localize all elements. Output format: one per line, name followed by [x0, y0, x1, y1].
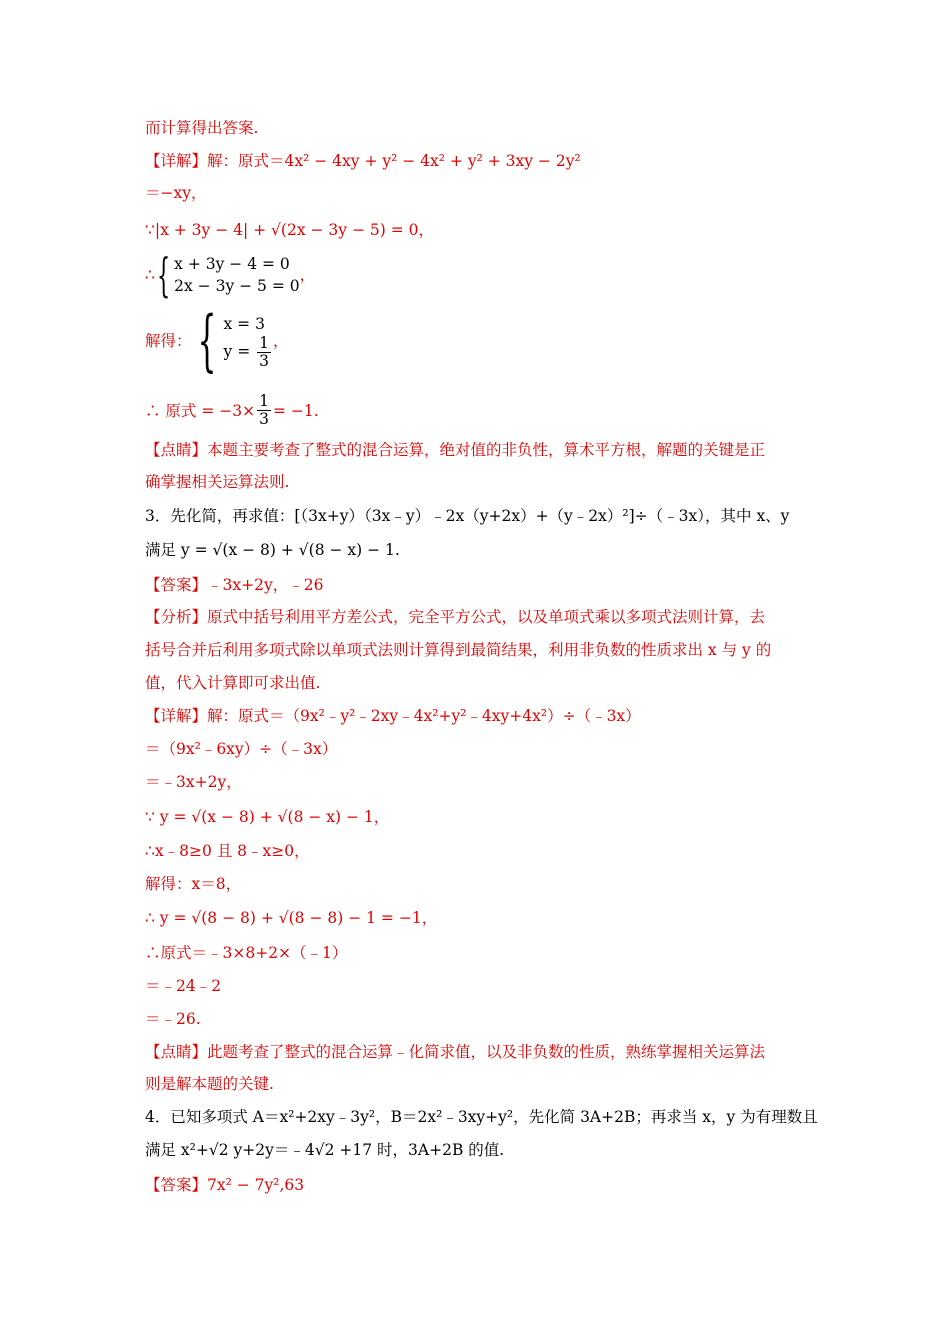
solution-system — [145, 302, 810, 379]
solution-y-left: y = — [223, 342, 251, 360]
text-line: ＝﹣26. — [145, 1010, 201, 1028]
text-line: 【详解】解：原式＝4x² − 4xy + y² − 4x² + y² + 3xy − 2y² — [145, 152, 581, 170]
answer-line: 【答案】﹣3x+2y，﹣26 — [145, 576, 324, 594]
punctuation: ， — [273, 332, 289, 350]
text-line: ＝﹣24﹣2 — [145, 977, 222, 995]
text-line: 值，代入计算即可求出值. — [145, 674, 321, 692]
text-line: ∴ y = √(8 − 8) + √(8 − 8) − 1 = −1， — [145, 909, 438, 927]
solution-x: x = 3 — [223, 314, 265, 333]
answer-line: 【答案】7x² − 7y²,63 — [145, 1176, 305, 1194]
fraction-denominator: 3 — [259, 410, 269, 428]
punctuation: ， — [299, 266, 316, 284]
text-line: 而计算得出答案. — [145, 119, 259, 137]
question-4: 4．已知多项式 A＝x²+2xy﹣3y²，B＝2x²﹣3xy+y²，先化简 3A+2B；再求当 x，y 为有理数且 — [145, 1108, 818, 1126]
equation-2: 2x − 3y − 5 = 0 — [174, 277, 300, 295]
text-line: ∵|x + 3y − 4| + √(2x − 3y − 5) = 0， — [145, 221, 434, 239]
equation-system — [145, 248, 810, 302]
system-equations — [174, 253, 299, 297]
fraction-denominator: 3 — [259, 351, 269, 370]
text-line: 解得：x＝8， — [145, 875, 242, 893]
text-line: 【点睛】此题考查了整式的混合运算﹣化简求值，以及非负数的性质，熟练掌握相关运算法 — [145, 1043, 766, 1061]
fraction — [257, 335, 271, 370]
result-right: = −1. — [272, 401, 319, 420]
text-line: 【详解】解：原式＝（9x²﹣y²﹣2xy﹣4x²+y²﹣4xy+4x²）÷（﹣3x） — [145, 707, 641, 725]
text-line: 确掌握相关运算法则. — [145, 473, 290, 491]
fraction — [257, 393, 271, 428]
question-4-condition: 满足 x²+√2 y+2y＝﹣4√2 +17 时，3A+2B 的值. — [145, 1141, 505, 1159]
text-line: ＝﹣3x+2y， — [145, 773, 242, 791]
text-line: ＝（9x²﹣6xy）÷（﹣3x） — [145, 740, 338, 758]
text-line: 【点睛】本题主要考查了整式的混合运算，绝对值的非负性，算术平方根，解题的关键是正 — [145, 441, 766, 459]
solution-equations — [224, 313, 273, 370]
text-line: 【分析】原式中括号利用平方差公式，完全平方公式，以及单项式乘以多项式法则计算，去 — [145, 608, 766, 626]
solution-y — [224, 335, 273, 370]
fraction-numerator: 1 — [259, 392, 269, 410]
text-line: ∵ y = √(x − 8) + √(8 − x) − 1， — [145, 808, 390, 826]
text-line: ＝−xy， — [145, 184, 207, 202]
therefore-symbol: ∴ — [145, 266, 155, 284]
fraction-numerator: 1 — [259, 333, 269, 352]
result-left: ∴ 原式 = −3× — [145, 401, 256, 420]
question-3-condition: 满足 y = √(x − 8) + √(8 − x) − 1. — [145, 541, 400, 559]
text-line: 则是解本题的关键. — [145, 1075, 274, 1093]
equation-1: x + 3y − 4 = 0 — [174, 255, 290, 273]
result-line — [145, 393, 810, 428]
text-line: 括号合并后利用多项式除以单项式法则计算得到最简结果，利用非负数的性质求出 x 与 y 的 — [145, 641, 772, 659]
left-brace-icon: { — [197, 302, 216, 379]
solution-label: 解得： — [145, 332, 192, 350]
text-line: ∴x﹣8≥0 且 8﹣x≥0， — [145, 842, 310, 860]
text-line: ∴原式＝﹣3×8+2×（﹣1） — [145, 944, 348, 962]
left-brace-icon: { — [156, 248, 171, 302]
question-3: 3．先化简，再求值：[（3x+y）（3x﹣y）﹣2x（y+2x）+（y﹣2x）²]÷（﹣3x），其中 x、y — [145, 507, 790, 525]
